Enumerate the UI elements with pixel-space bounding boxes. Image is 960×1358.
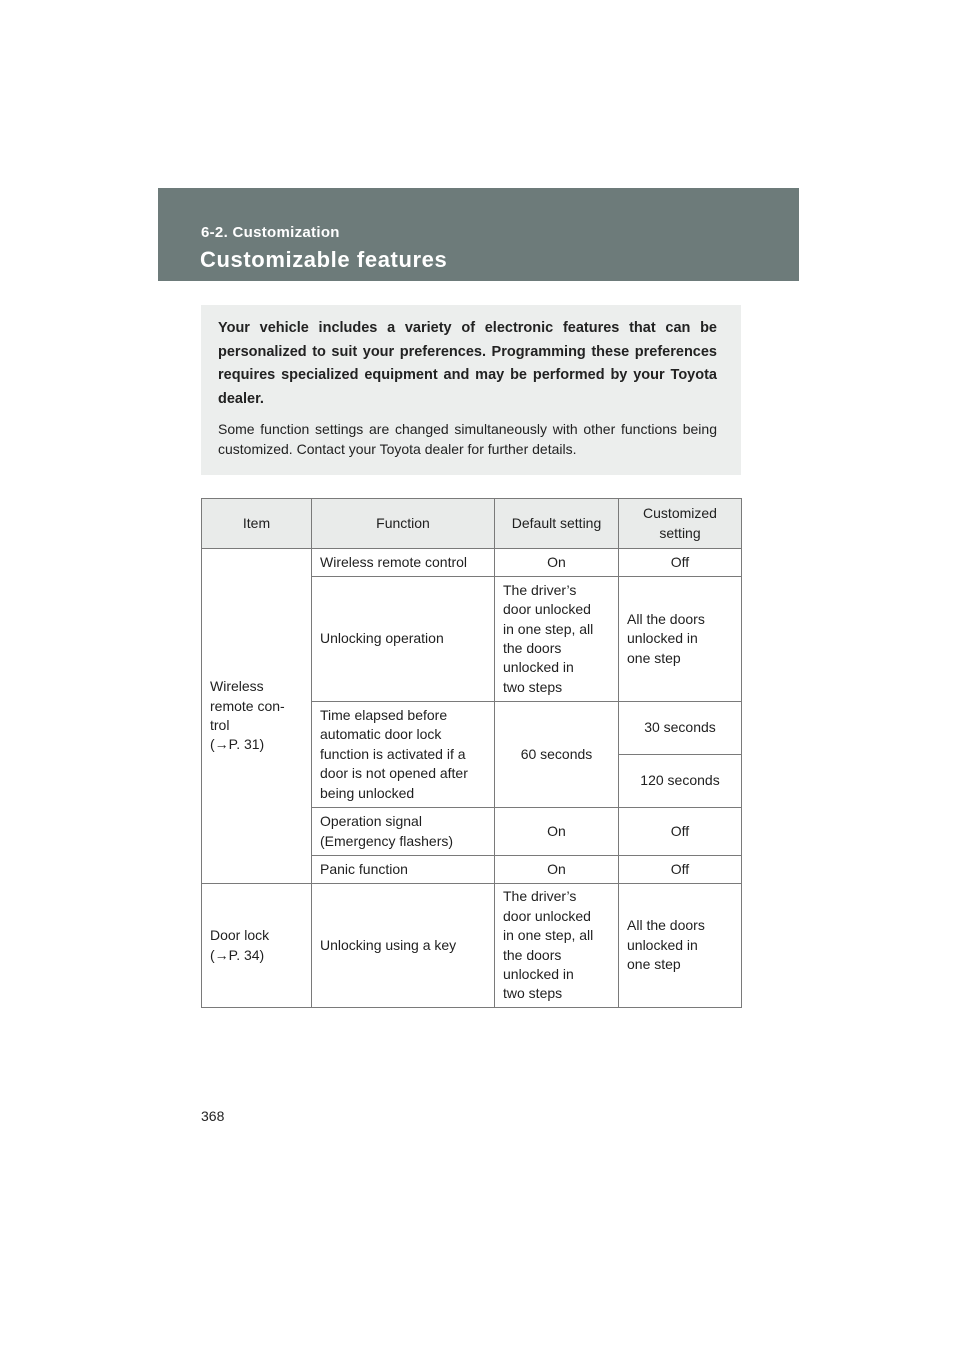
page-title: Customizable features bbox=[200, 247, 448, 272]
header-function: Function bbox=[312, 499, 495, 549]
function-cell: Unlocking operation bbox=[312, 577, 495, 702]
function-cell: Time elapsed before automatic door lock function is activated if a door is not opened after being unlocked bbox=[312, 702, 495, 808]
function-cell: Unlocking using a key bbox=[312, 884, 495, 1008]
default-cell: On bbox=[495, 856, 619, 884]
section-label: 6-2. Customization bbox=[201, 224, 340, 241]
intro-bold-text: Your vehicle includes a variety of electronic features that can be personalized to suit your preferences. Programming these preferences requires specialized equipment and may be performed by your Toyota dealer. bbox=[218, 320, 717, 407]
item-door-lock: Door lock (→P. 34) bbox=[202, 884, 312, 1008]
intro-note-text: Some function settings are changed simultaneously with other functions being customized. Contact your Toyota dealer for further details. bbox=[218, 421, 717, 457]
table-header-row bbox=[202, 499, 742, 549]
function-cell: Wireless remote control bbox=[312, 549, 495, 577]
customized-cell: Off bbox=[619, 808, 742, 856]
default-cell: The driver’s door unlocked in one step, all the doors unlocked in two steps bbox=[495, 884, 619, 1008]
header-item: Item bbox=[202, 499, 312, 549]
default-cell: 60 seconds bbox=[495, 702, 619, 808]
header-default-setting: Default setting bbox=[495, 499, 619, 549]
item-wireless-remote: Wireless remote con- trol (→P. 31) bbox=[202, 549, 312, 884]
customized-cell: Off bbox=[619, 856, 742, 884]
customization-table bbox=[201, 498, 742, 1008]
customized-cell: All the doors unlocked in one step bbox=[619, 884, 742, 1008]
intro-box bbox=[201, 305, 741, 475]
customized-cell: 30 seconds bbox=[619, 702, 742, 755]
default-cell: The driver’s door unlocked in one step, all the doors unlocked in two steps bbox=[495, 577, 619, 702]
table-row bbox=[202, 884, 742, 1008]
header-customized-setting: Customized setting bbox=[619, 499, 742, 549]
default-cell: On bbox=[495, 549, 619, 577]
customized-cell: 120 seconds bbox=[619, 755, 742, 808]
default-cell: On bbox=[495, 808, 619, 856]
customized-cell: All the doors unlocked in one step bbox=[619, 577, 742, 702]
customized-cell: Off bbox=[619, 549, 742, 577]
function-cell: Operation signal (Emergency flashers) bbox=[312, 808, 495, 856]
page-number: 368 bbox=[201, 1108, 225, 1124]
header-band bbox=[158, 188, 799, 281]
table-row bbox=[202, 549, 742, 577]
function-cell: Panic function bbox=[312, 856, 495, 884]
